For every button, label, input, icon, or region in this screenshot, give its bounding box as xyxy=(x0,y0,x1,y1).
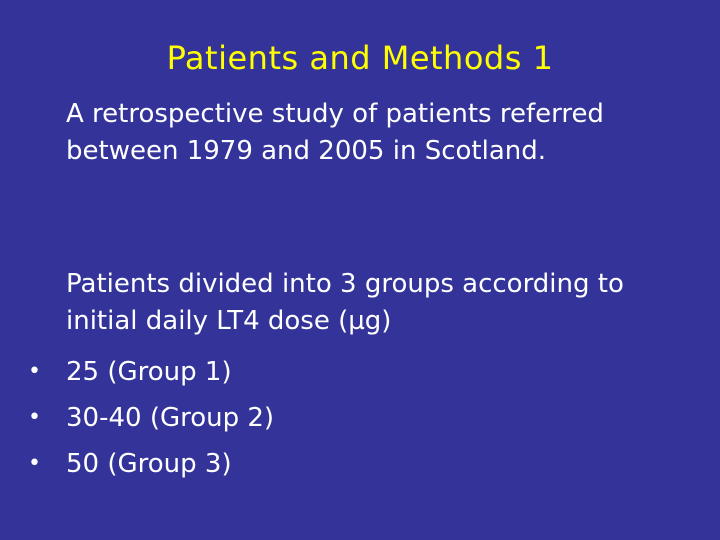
bullet-icon: • xyxy=(28,405,41,430)
list-item-text: 25 (Group 1) xyxy=(66,357,232,387)
list-item-text: 50 (Group 3) xyxy=(66,449,232,479)
study-description: A retrospective study of patients referred between 1979 and 2005 in Scotland. xyxy=(66,99,604,166)
bullet-icon: • xyxy=(28,451,41,476)
list-item xyxy=(26,349,274,395)
list-item xyxy=(26,441,274,487)
list-item-text: 30-40 (Group 2) xyxy=(66,403,275,433)
bullet-icon: • xyxy=(28,359,41,384)
group-list xyxy=(26,349,274,487)
group-description: Patients divided into 3 groups according to initial daily LT4 dose (µg) xyxy=(66,269,624,336)
slide-title: Patients and Methods 1 xyxy=(166,39,554,77)
list-item xyxy=(26,395,274,441)
